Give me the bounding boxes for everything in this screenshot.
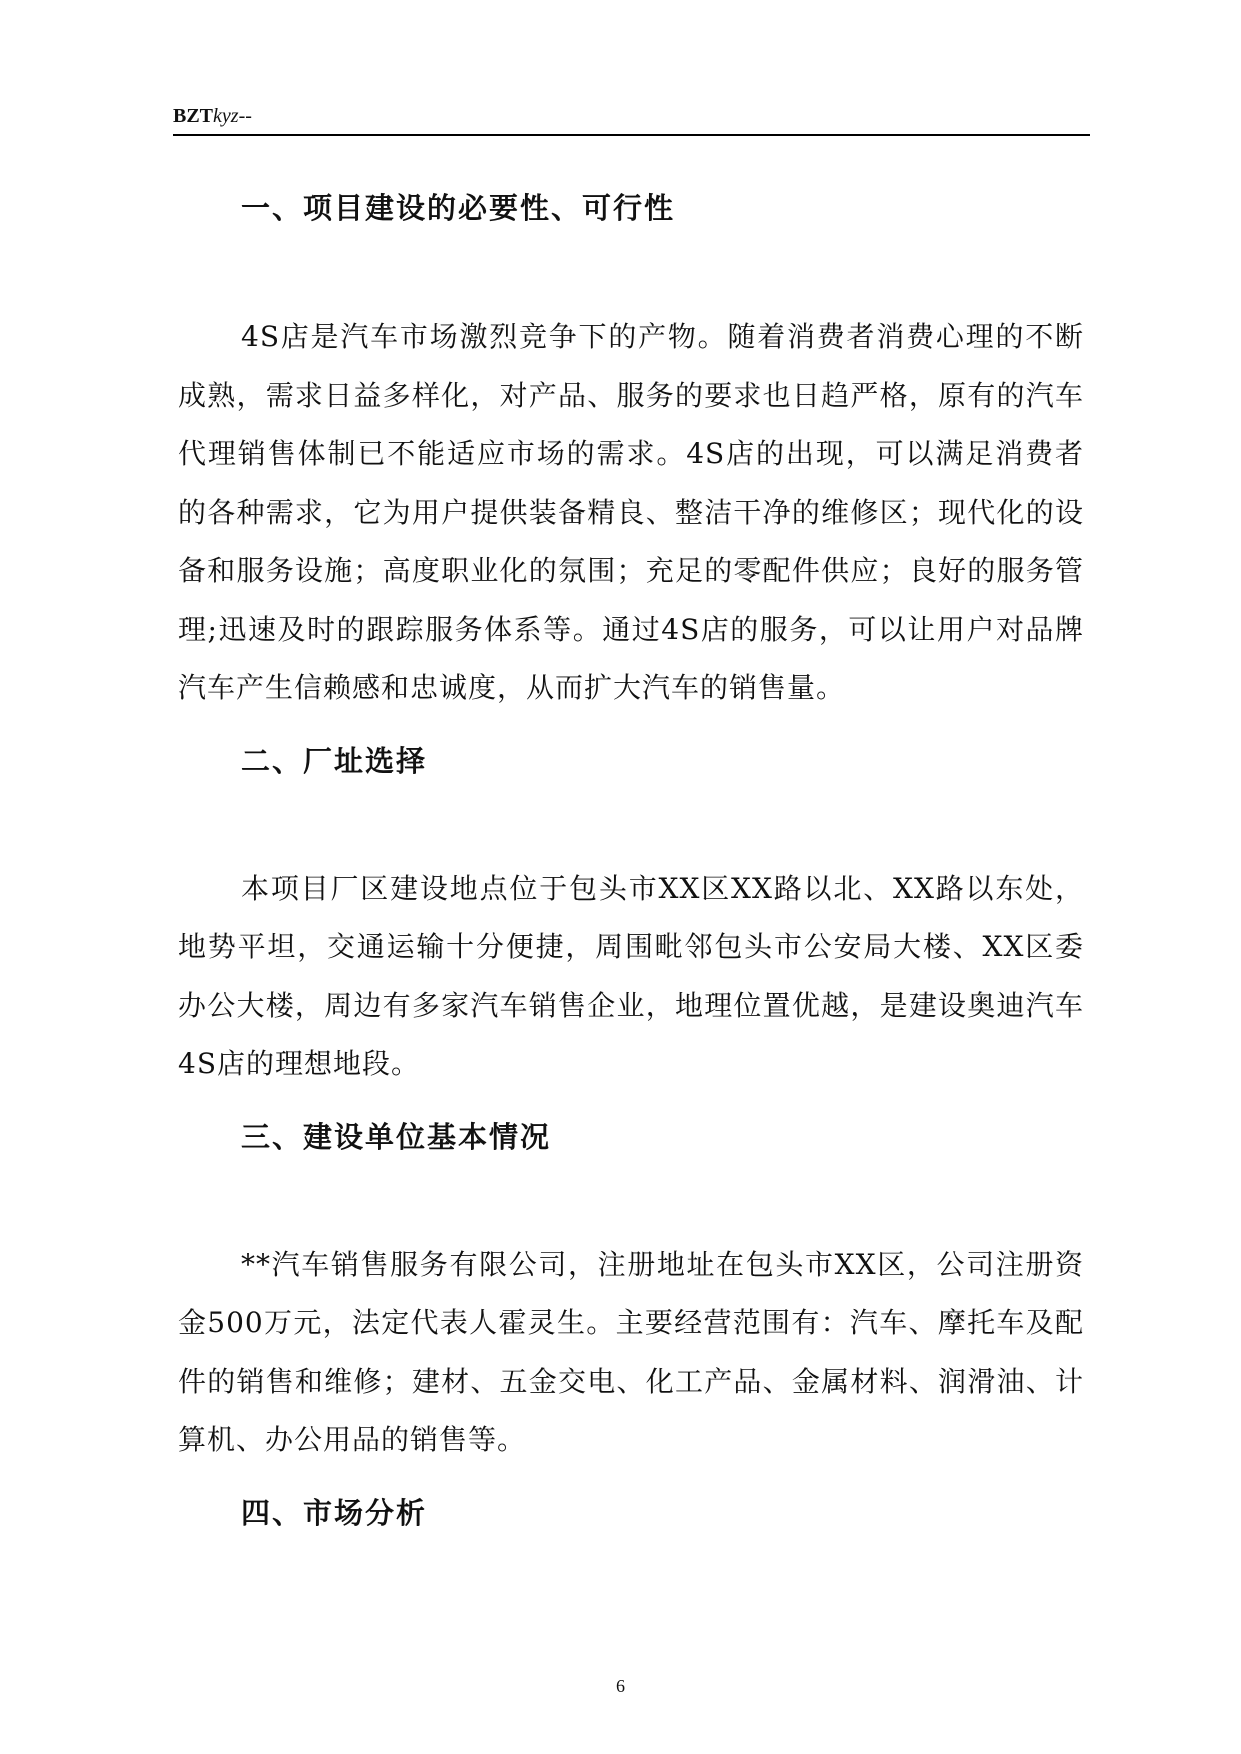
page-header	[173, 100, 1090, 136]
header-text	[173, 104, 252, 128]
section-heading-3: 三、建设单位基本情况	[241, 1119, 552, 1154]
section-heading-1: 一、项目建设的必要性、可行性	[241, 191, 676, 225]
section-paragraph-1: 4S店是汽车市场激烈竞争下的产物。随着消费者消费心理的不断成熟，需求日益多样化，对产品、服务的要求也日趋严格，原有的汽车代理销售体制已不能适应市场的需求。4S店的出现，可以满足消费者的各种需求，它为用户提供装备精良、整洁干净的维修区；现代化的设备和服务设施；高度职业化的氛围；充足的零配件供应；良好的服务管理;迅速及时的跟踪服务体系等。通过4S店的服务，可以让用户对品牌汽车产生信赖感和忠诚度，从而扩大汽车的销售量。	[178, 320, 1084, 704]
section-paragraph-3: **汽车销售服务有限公司，注册地址在包头市XX区，公司注册资金500万元，法定代表人霍灵生。主要经营范围有：汽车、摩托车及配件的销售和维修；建材、五金交电、化工产品、金属材料、润滑油、计算机、办公用品的销售等。	[178, 1247, 1084, 1456]
section-heading-4: 四、市场分析	[241, 1495, 428, 1530]
header-code-bold: BZT	[173, 105, 214, 127]
page-number: 6	[616, 1676, 625, 1696]
header-code-suffix: --	[238, 105, 252, 127]
section-heading-2: 二、厂址选择	[241, 743, 428, 778]
document-body	[178, 188, 1084, 1533]
header-code-italic: kyz	[213, 105, 239, 127]
section-paragraph-2: 本项目厂区建设地点位于包头市XX区XX路以北、XX路以东处，地势平坦，交通运输十分便捷，周围毗邻包头市公安局大楼、XX区委办公大楼，周边有多家汽车销售企业，地理位置优越，是建设奥迪汽车4S店的理想地段。	[178, 871, 1084, 1080]
